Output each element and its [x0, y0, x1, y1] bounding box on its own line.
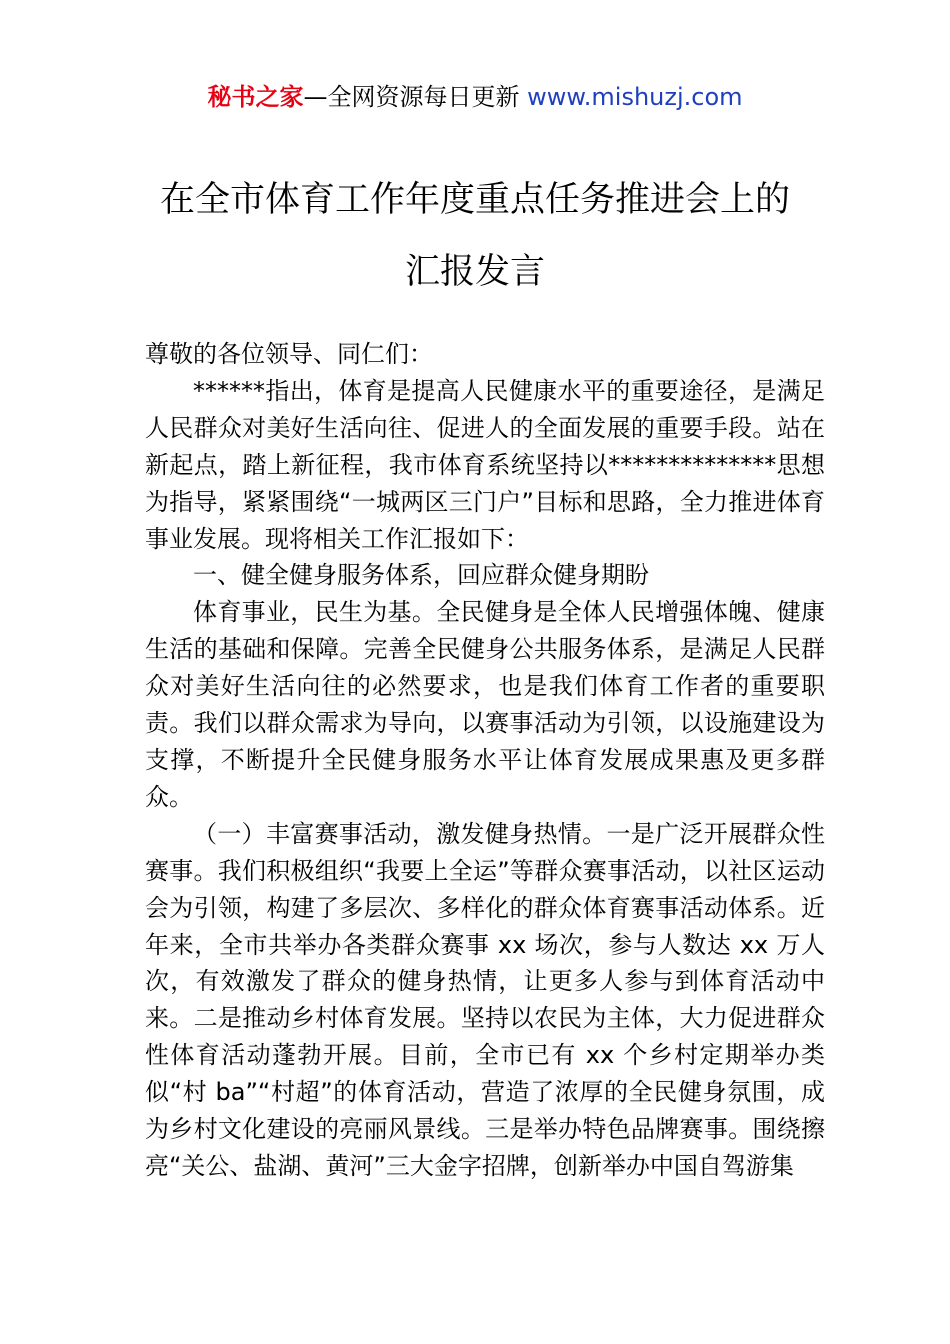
site-url-link[interactable]: www.mishuzj.com	[527, 83, 743, 111]
header-tagline: 全网资源每日更新	[327, 83, 528, 111]
section-1-paragraph: 体育事业，民生为基。全民健身是全体人民增强体魄、健康生活的基础和保障。完善全民健身公共服务体系，是满足人民群众对美好生活向往的必然要求，也是我们体育工作者的重要职责。我们以群众需求为导向，以赛事活动为引领，以设施建设为支撑，不断提升全民健身服务水平让体育发展成果惠及更多群众。	[145, 598, 825, 811]
subsection-1-paragraph: （一）丰富赛事活动，激发健身热情。一是广泛开展群众性赛事。我们积极组织“我要上全运”等群众赛事活动，以社区运动会为引领，构建了多层次、多样化的群众体育赛事活动体系。近年来，全市共举办各类群众赛事 xx 场次，参与人数达 xx 万人次，有效激发了群众的健身热情，让更多人参与到体育活动中来。二是推动乡村体育发展。坚持以农民为主体，大力促进群众性体育活动蓬勃开展。目前，全市已有 xx 个乡村定期举办类似“村 ba”“村超”的体育活动，营造了浓厚的全民健身氛围，成为乡村文化建设的亮丽风景线。三是举办特色品牌赛事。围绕擦亮“关公、盐湖、黄河”三大金字招牌，创新举办中国自驾游集	[145, 819, 825, 1180]
salutation: 尊敬的各位领导、同仁们：	[145, 340, 433, 368]
section-1-heading: 一、健全健身服务体系，回应群众健身期盼	[193, 561, 649, 590]
document-title-line-1: 在全市体育工作年度重点任务推进会上的	[159, 180, 790, 220]
document-title-line-2: 汇报发言	[404, 252, 545, 292]
document-body	[145, 336, 825, 1185]
site-brand: 秘书之家	[207, 83, 304, 111]
intro-paragraph: ******指出，体育是提高人民健康水平的重要途径，是满足人民群众对美好生活向往、促进人的全面发展的重要手段。站在新起点，踏上新征程，我市体育系统坚持以**************思想为指导，紧紧围绕“一城两区三门户”目标和思路，全力推进体育事业发展。现将相关工作汇报如下：	[145, 376, 825, 553]
site-header	[0, 80, 950, 114]
header-separator: —	[303, 83, 328, 111]
